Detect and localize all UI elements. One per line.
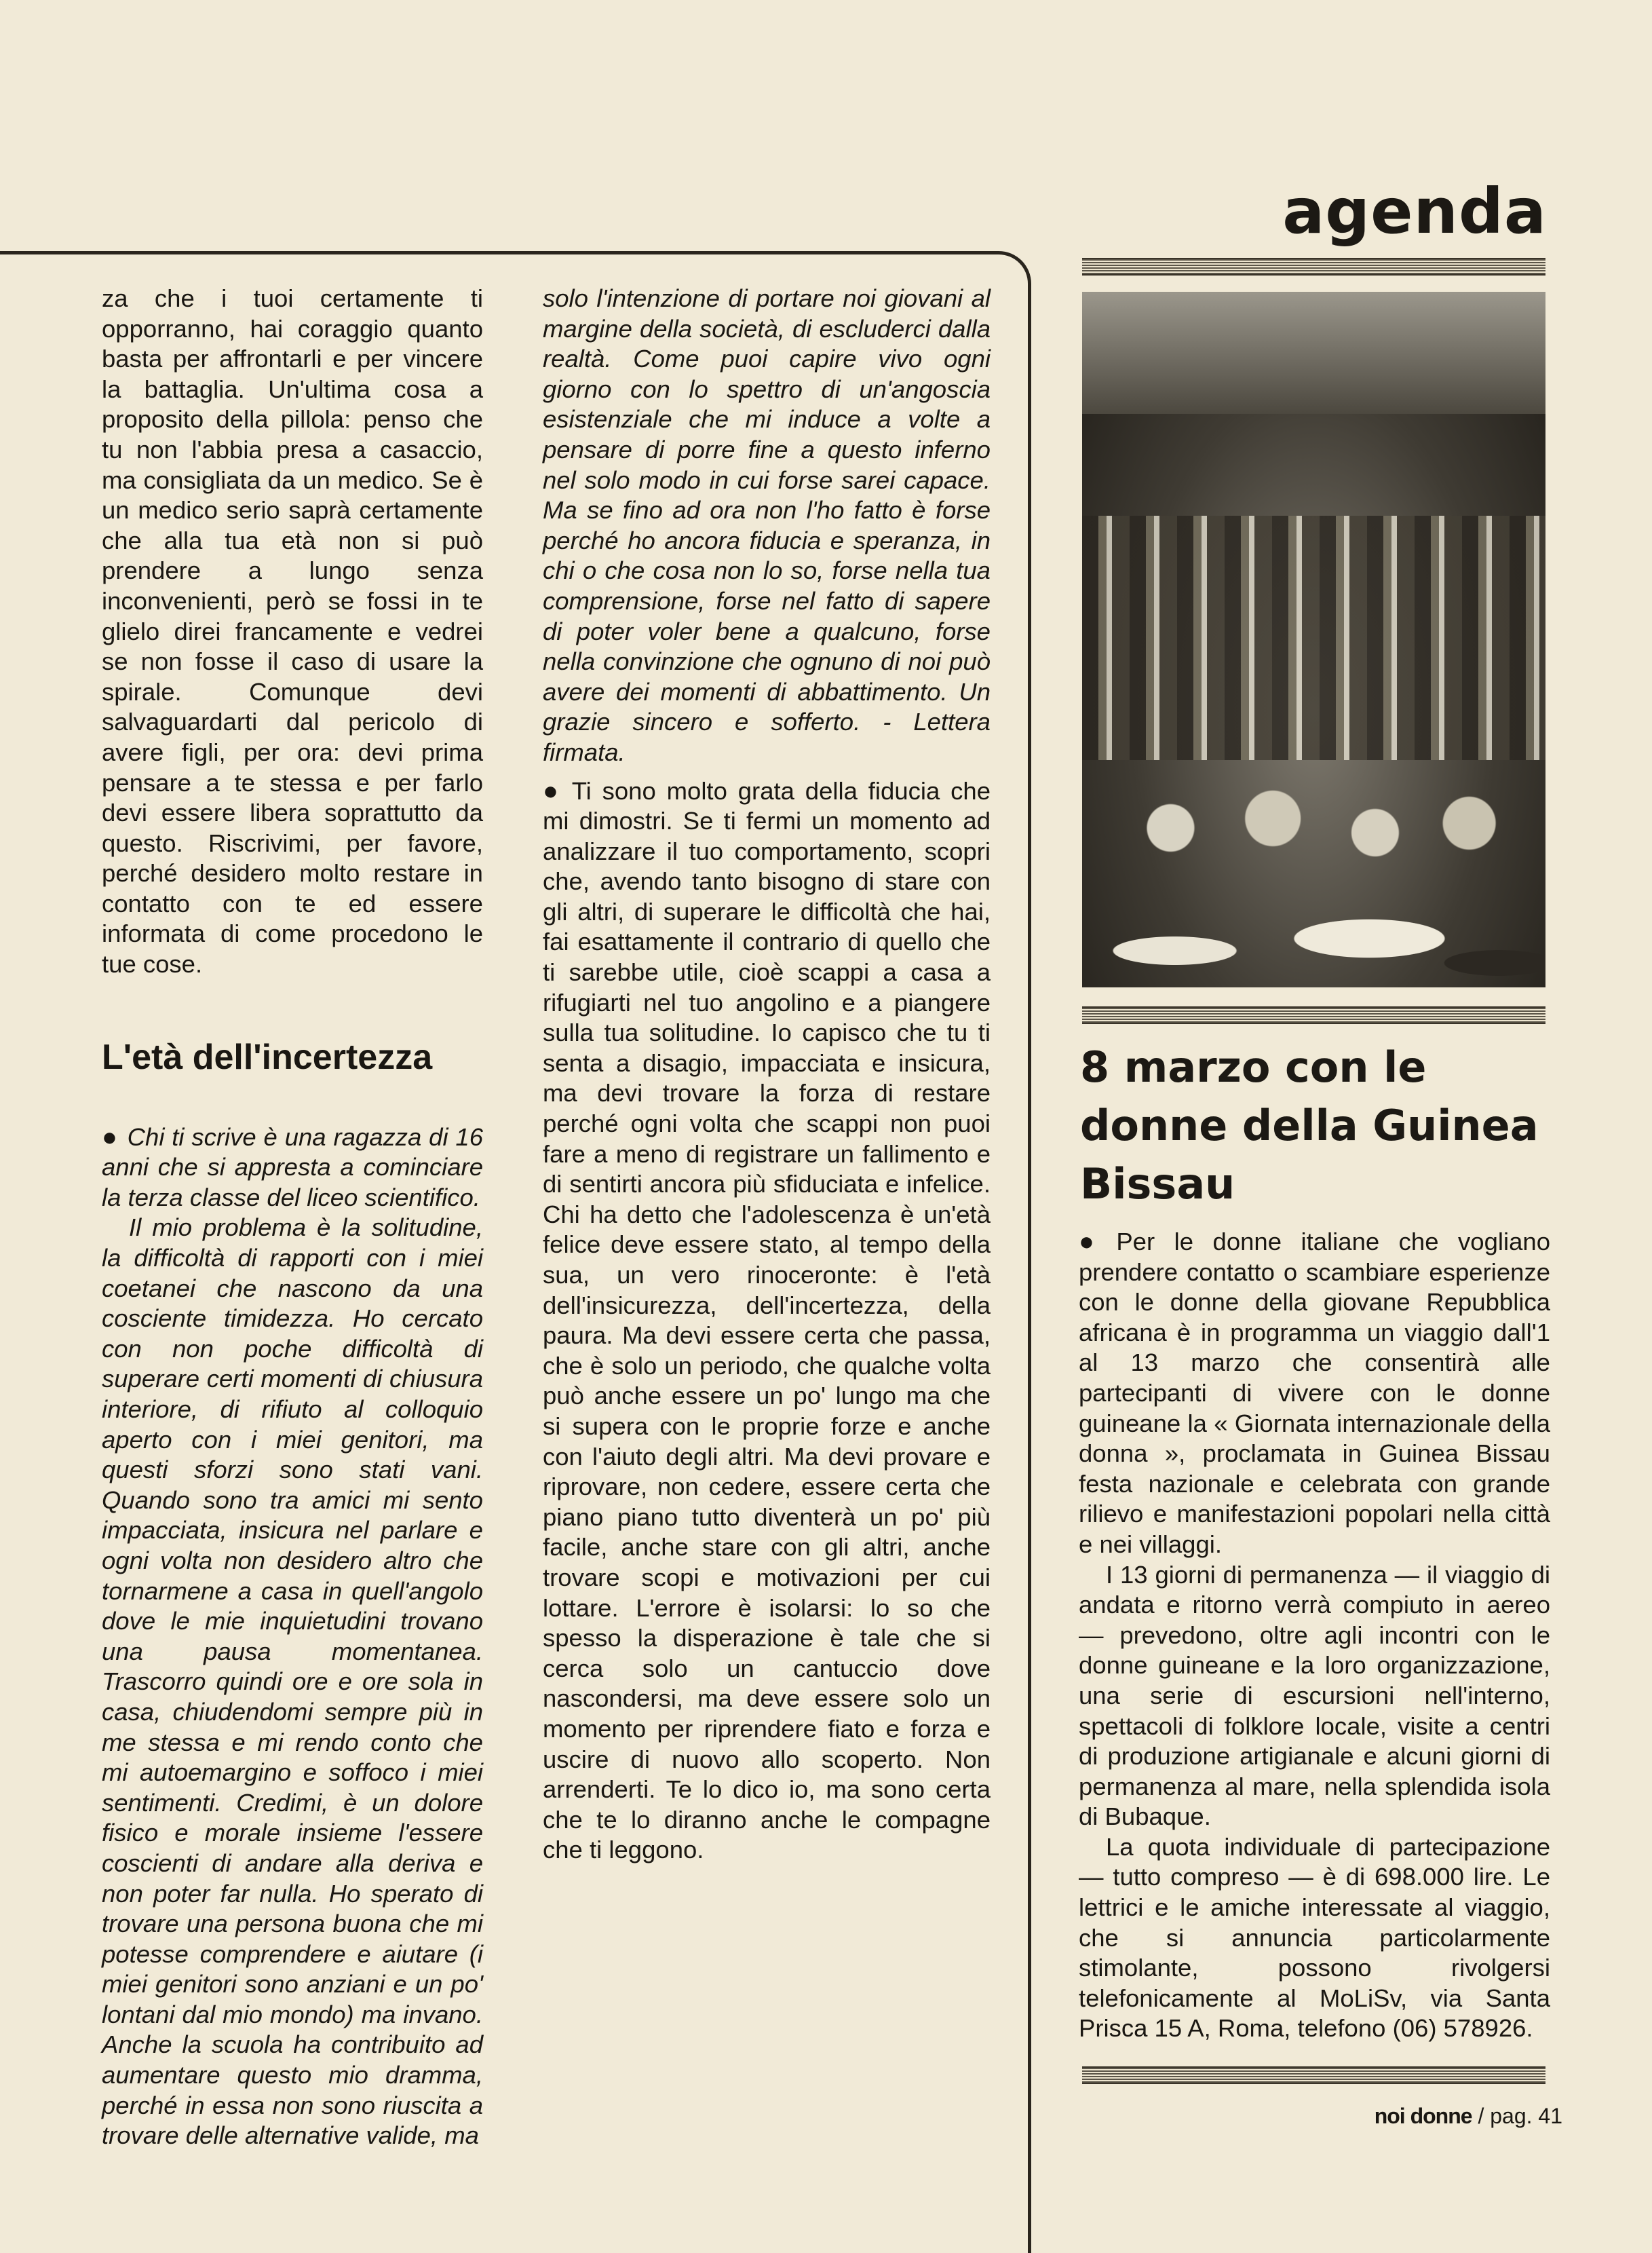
page-footer <box>1375 2104 1562 2129</box>
photo-trees <box>1082 292 1545 414</box>
crowd-photo <box>1082 292 1545 987</box>
news-heading: 8 marzo con le donne della Guinea Bissau <box>1080 1042 1539 1209</box>
left-column <box>102 284 483 2151</box>
reply-ending-paragraph: za che i tuoi certamente ti opporranno, hai coraggio quanto basta per affrontarli e per vincere la battaglia. Un'ultima cosa a proposito della pillola: penso che tu non l'abbia presa a casaccio, ma consigliata da un medico. Se è un medico serio saprà certamente che alla tua età non si può prendere a lungo senza inconvenienti, però se fossi in te glielo direi francamente e vedrei se non fosse il caso di usare la spirale. Comunque devi salvaguardarti dal pericolo di avere figli, per ora: devi prima pensare a te stessa e per farlo devi essere libera soprattutto da questo. Riscrivimi, per favore, perché desidero molto restare in contatto con te ed essere informata di come procedono le tue cose. <box>102 284 483 979</box>
article-heading: L'età dell'incertezza <box>102 1037 433 1077</box>
middle-column <box>543 284 991 1866</box>
photo-crowd <box>1082 516 1545 760</box>
rule-middle <box>1082 1006 1545 1024</box>
bullet-icon: ● <box>1079 1228 1107 1256</box>
right-column <box>1079 1227 1550 2044</box>
letter-continued-paragraph: solo l'intenzione di portare noi giovani al margine della società, di escluderci dalla realtà. Come puoi capire vivo ogni giorno con lo spettro di un'angoscia esistenziale che mi induce a volte a pensare di porre fine a questo inferno nel solo modo in cui forse sarei capace. Ma se fino ad ora non l'ho fatto è forse perché ho ancora fiducia e speranza, in chi o che cosa non lo so, forse nella tua comprensione, forse nel fatto di sapere di poter voler bene a qualcuno, forse nella convinzione che ognuno di noi può avere dei momenti di abbattimento. Un grazie sincero e sofferto. - Lettera firmata. <box>543 284 991 766</box>
bullet-icon: ● <box>102 1122 118 1152</box>
section-title: agenda <box>1282 175 1547 248</box>
rule-bottom <box>1082 2066 1545 2084</box>
photo-bowls <box>1109 780 1518 875</box>
letter-body-paragraph: Il mio problema è la solitudine, la difficoltà di rapporti con i miei coetanei che nascono da una cosciente timidezza. Ho cercato con non poche difficoltà di superare certi momenti di chiusura interiore, di rifiuto al colloquio aperto con i miei genitori, ma questi sforzi sono stati vani. Quando sono tra amici mi sento impacciata, insicura nel parlare e ogni volta non desidero altro che tornarmene a casa in quell'angolo dove le mie inquietudini trovano una pausa momentanea. Trascorro quindi ore e ore sola in casa, chiudendomi sempre più in me stessa e mi rendo conto che mi autoemargino e soffoco i miei sentimenti. Credimi, è un dolore fisico e morale insieme l'essere coscienti di andare alla deriva e non poter far nulla. Ho sperato di trovare una persona buona che mi potesse comprendere e aiutare (i miei genitori sono anziani e un po' lontani dal mio mondo) ma invano. Anche la scuola ha contribuito ad aumentare questo mio dramma, perché in essa non sono riuscita a trovare delle alternative valide, ma <box>102 1213 483 2150</box>
bullet-icon: ● <box>543 776 562 806</box>
news-paragraph-3: La quota individuale di partecipazione — tutto compreso — è di 698.000 lire. Le lettrici e le amiche interessate al viaggio, che si annuncia particolarmente stimolante, possono rivolgersi telefonicamente al MoLiSv, via Santa Prisca 15 A, Roma, telefono (06) 578926. <box>1079 1832 1550 2043</box>
rule-top <box>1082 258 1545 276</box>
reply-paragraph: ● Ti sono molto grata della fiducia che mi dimostri. Se ti fermi un momento ad analizzare il tuo comportamento, scopri che, avendo tanto bisogno di stare con gli altri, di superare le difficoltà che hai, fai esattamente il contrario di quello che ti sarebbe utile, cioè scappi a casa a rifugiarti nel tuo angolino e a piangere sulla tua solitudine. Io capisco che tu ti senta a disagio, impacciata e insicura, ma devi trovare la forza di restare perché ogni volta che scappi non puoi fare a meno di registrare un fallimento e di sentirti ancora più sfiduciata e infelice. Chi ha detto che l'adolescenza è un'età felice deve essere stato, al tempo della sua, un vero rinoceronte: è l'età dell'insicurezza, dell'incertezza, della paura. Ma devi essere certa che passa, che è solo un periodo, che qualche volta può anche essere un po' lungo ma che si supera con le proprie forze e anche con l'aiuto degli altri. Ma devi provare e riprovare, non cedere, essere certa che piano piano tutto diventerà un po' più facile, anche stare con gli altri, anche trovare scopi e motivazioni per cui lottare. L'errore è isolarsi: lo so che spesso la disperazione è tale che si cerca solo un cantuccio dove nascondersi, ma deve essere solo un momento per riprendere fiato e forza e uscire di nuovo allo scoperto. Non arrenderti. Te lo dico io, ma sono certa che te lo diranno anche le compagne che ti leggono. <box>543 776 991 1864</box>
page-number: / pag. 41 <box>1478 2104 1562 2128</box>
letter-intro-paragraph: ● Chi ti scrive è una ragazza di 16 anni che si appresta a cominciare la terza classe del liceo scientifico. <box>102 1122 483 1211</box>
news-paragraph-2: I 13 giorni di permanenza — il viaggio di andata e ritorno verrà compiuto in aereo — prevedono, oltre agli incontri con le donne guineane e la loro organizzazione, una serie di escursioni nell'interno, spettacoli di folklore locale, visite a centri di produzione artigianale e alcuni giorni di permanenza al mare, nella splendida isola di Bubaque. <box>1079 1560 1550 1831</box>
news-paragraph-1: ● Per le donne italiane che vogliano prendere contatto o scambiare esperienze con le donne della giovane Repubblica africana è in programma un viaggio dall'1 al 13 marzo che consentirà alle partecipanti di vivere con le donne guineane la « Giornata internazionale della donna », proclamata in Guinea Bissau festa nazionale e celebrata con grande rilievo e manifestazioni popolari nella città e nei villaggi. <box>1079 1228 1550 1558</box>
photo-headscarves <box>1082 865 1545 987</box>
magazine-name: noi donne <box>1374 2104 1472 2128</box>
